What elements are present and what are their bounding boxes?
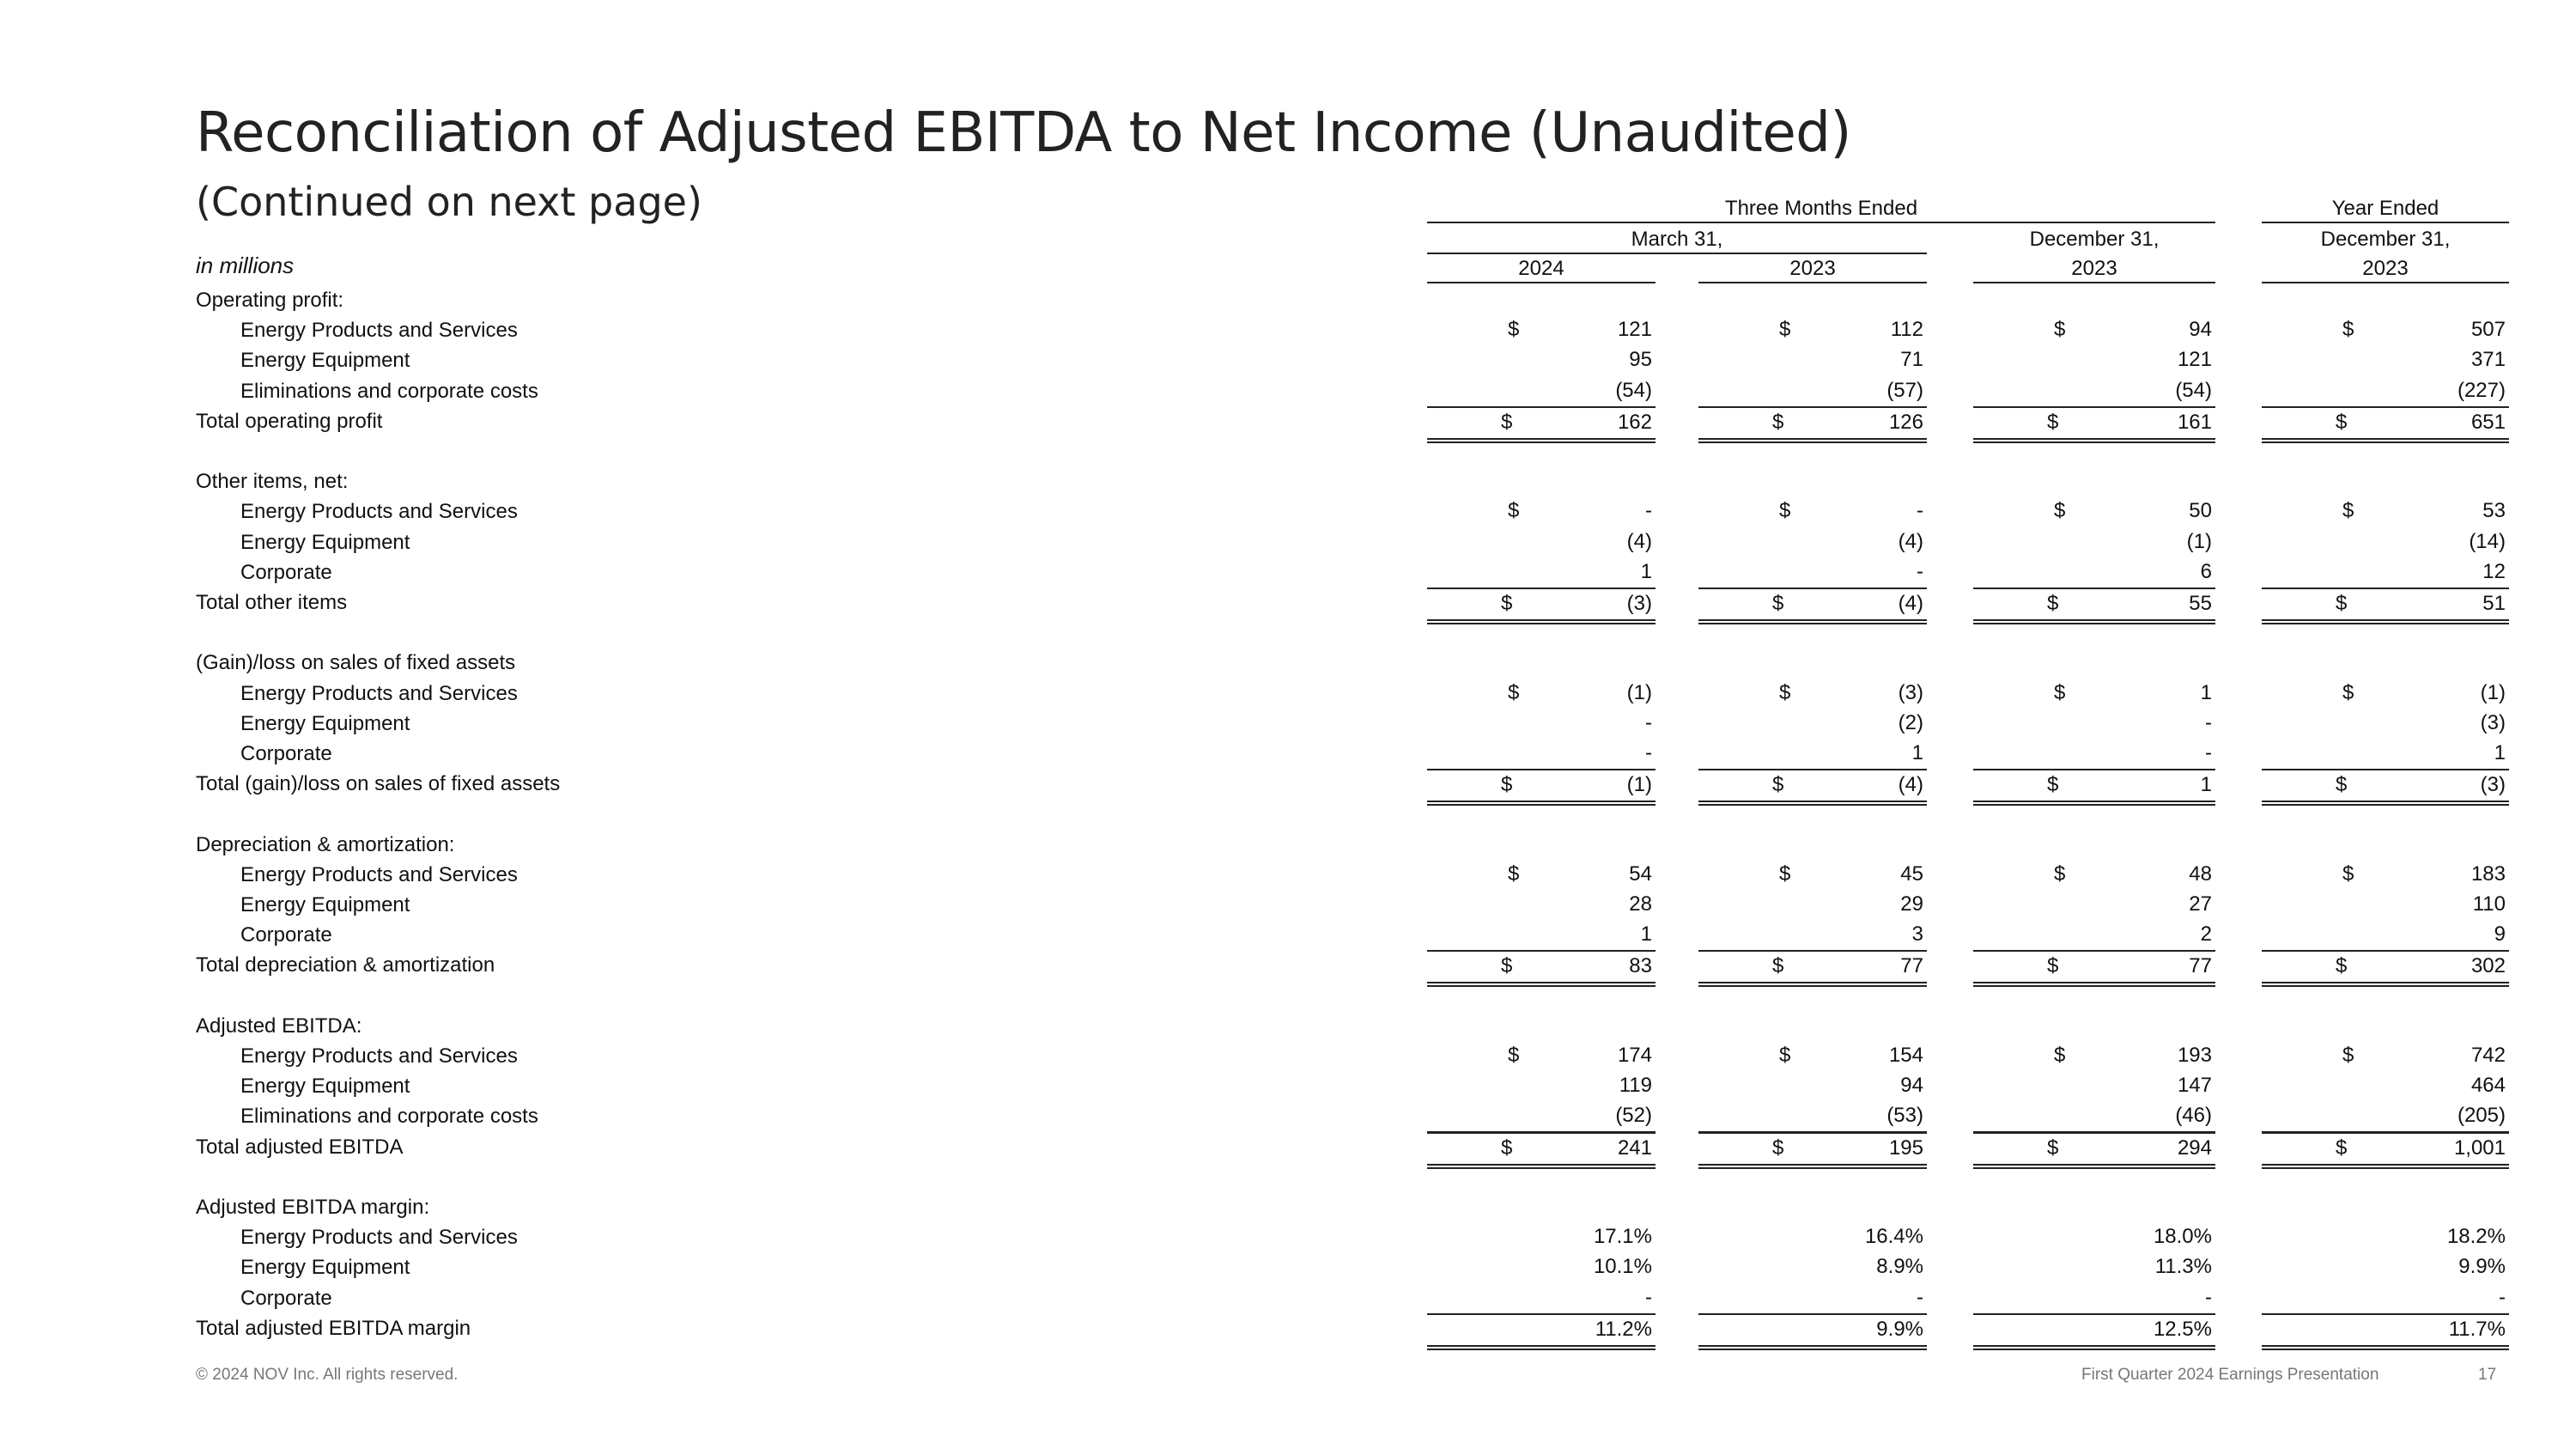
cell-value: 83 xyxy=(1629,954,1652,978)
value-cell xyxy=(1427,920,1656,952)
value-cell xyxy=(1427,890,1656,920)
table-row xyxy=(0,496,2576,527)
cell-value: 241 xyxy=(1617,1135,1652,1160)
cell-value: 119 xyxy=(1619,1074,1652,1098)
currency-symbol: $ xyxy=(1772,954,1784,978)
value-cell xyxy=(1698,1101,1927,1133)
value-cell xyxy=(1427,345,1656,375)
currency-symbol: $ xyxy=(2336,954,2348,978)
cell-value: (4) xyxy=(1626,529,1652,553)
cell-value: (54) xyxy=(1615,378,1652,402)
table-row xyxy=(0,860,2576,890)
value-cell xyxy=(1427,557,1656,589)
cell-value: 1,001 xyxy=(2453,1135,2506,1160)
currency-symbol: $ xyxy=(2342,680,2354,704)
cell-value: (3) xyxy=(2480,773,2506,797)
cell-value: 3 xyxy=(1911,922,1923,947)
table-row xyxy=(0,739,2576,769)
cell-value: (1) xyxy=(2480,680,2506,704)
table-row xyxy=(0,315,2576,345)
cell-value: (14) xyxy=(2469,529,2506,553)
cell-value: 54 xyxy=(1629,861,1652,886)
cell-value: 507 xyxy=(2470,318,2506,342)
value-cell xyxy=(1973,920,2215,952)
cell-value: 162 xyxy=(1617,410,1652,434)
row-label: Depreciation & amortization: xyxy=(196,832,455,856)
cell-value: - xyxy=(2205,1285,2212,1309)
currency-symbol: $ xyxy=(2342,861,2354,886)
value-cell xyxy=(1973,557,2215,589)
value-cell xyxy=(2262,920,2509,952)
total-row xyxy=(0,1313,2576,1343)
currency-symbol: $ xyxy=(1779,318,1791,342)
value-cell xyxy=(1427,496,1656,527)
cell-value: 1 xyxy=(1640,922,1652,947)
row-label: Corporate xyxy=(240,560,332,584)
cell-value: (57) xyxy=(1886,378,1923,402)
value-cell xyxy=(1427,860,1656,890)
section-header-row xyxy=(0,830,2576,860)
row-label: Corporate xyxy=(240,742,332,765)
row-label: Operating profit: xyxy=(196,289,344,312)
table-row xyxy=(0,679,2576,709)
value-cell xyxy=(2262,1283,2509,1315)
cell-value: 1 xyxy=(2200,680,2212,704)
cell-value: 1 xyxy=(2200,773,2212,797)
currency-symbol: $ xyxy=(2047,773,2059,797)
value-cell xyxy=(1427,527,1656,557)
value-cell xyxy=(2262,890,2509,920)
row-label: (Gain)/loss on sales of fixed assets xyxy=(196,651,516,675)
cell-value: 11.7% xyxy=(2448,1317,2506,1341)
table-row xyxy=(0,345,2576,375)
section-header-row xyxy=(0,648,2576,678)
cell-value: 17.1% xyxy=(1593,1225,1652,1249)
cell-value: - xyxy=(2499,1285,2506,1309)
cell-value: 27 xyxy=(2189,892,2212,916)
currency-symbol: $ xyxy=(2336,592,2348,615)
cell-value: 651 xyxy=(2470,410,2506,434)
cell-value: (1) xyxy=(1626,680,1652,704)
cell-value: 742 xyxy=(2470,1044,2506,1067)
row-label: Energy Products and Services xyxy=(240,862,518,886)
row-label: Total depreciation & amortization xyxy=(196,953,495,977)
value-cell xyxy=(2262,709,2509,739)
value-cell xyxy=(2262,860,2509,890)
value-cell xyxy=(1427,315,1656,345)
section-header-row xyxy=(0,1011,2576,1041)
footer-page-number: 17 xyxy=(2478,1366,2497,1384)
cell-value: 29 xyxy=(1900,892,1923,916)
cell-value: 50 xyxy=(2189,499,2212,523)
currency-symbol: $ xyxy=(1508,499,1520,523)
row-label: Eliminations and corporate costs xyxy=(240,1105,538,1129)
value-cell xyxy=(1698,315,1927,345)
value-cell xyxy=(1427,376,1656,408)
value-cell xyxy=(1698,679,1927,709)
cell-value: 8.9% xyxy=(1876,1255,1923,1279)
value-cell xyxy=(1698,376,1927,408)
table-row xyxy=(0,890,2576,920)
row-label: Energy Equipment xyxy=(240,349,410,373)
cell-value: 10.1% xyxy=(1593,1255,1652,1279)
cell-value: 12 xyxy=(2482,559,2506,583)
cell-value: 51 xyxy=(2482,592,2506,615)
value-cell xyxy=(1698,920,1927,952)
currency-symbol: $ xyxy=(1779,680,1791,704)
cell-value: 16.4% xyxy=(1864,1225,1923,1249)
value-cell xyxy=(1698,890,1927,920)
value-cell xyxy=(1973,1222,2215,1252)
row-label: Total operating profit xyxy=(196,409,383,433)
cell-value: 77 xyxy=(1900,954,1923,978)
value-cell xyxy=(1427,709,1656,739)
cell-value: (227) xyxy=(2457,378,2506,402)
value-cell xyxy=(1973,860,2215,890)
cell-value: 18.0% xyxy=(2153,1225,2212,1249)
total-row xyxy=(0,950,2576,980)
cell-value: (1) xyxy=(1626,773,1652,797)
value-cell xyxy=(1698,860,1927,890)
cell-value: 195 xyxy=(1888,1135,1923,1160)
cell-value: - xyxy=(2205,710,2212,734)
value-cell xyxy=(1698,1283,1927,1315)
currency-symbol: $ xyxy=(1772,773,1784,797)
cell-value: (205) xyxy=(2457,1104,2506,1128)
value-cell xyxy=(2262,679,2509,709)
row-label: Adjusted EBITDA margin: xyxy=(196,1196,430,1219)
table-row xyxy=(0,1222,2576,1252)
cell-value: - xyxy=(1917,499,1923,523)
cell-value: 77 xyxy=(2189,954,2212,978)
footer-copyright: © 2024 NOV Inc. All rights reserved. xyxy=(196,1366,459,1384)
value-cell xyxy=(1973,345,2215,375)
header-year-col1: 2024 xyxy=(1427,256,1656,283)
value-cell xyxy=(1698,557,1927,589)
cell-value: - xyxy=(1645,1285,1652,1309)
value-cell xyxy=(1973,1101,2215,1133)
row-label: Energy Equipment xyxy=(240,1075,410,1099)
cell-value: 18.2% xyxy=(2446,1225,2506,1249)
cell-value: 464 xyxy=(2470,1074,2506,1098)
cell-value: 48 xyxy=(2189,861,2212,886)
header-date-december-q: December 31, xyxy=(2029,228,2160,251)
cell-value: 154 xyxy=(1888,1044,1923,1067)
table-row xyxy=(0,1071,2576,1101)
value-cell xyxy=(1698,709,1927,739)
value-cell xyxy=(2262,1222,2509,1252)
cell-value: 9.9% xyxy=(1876,1317,1923,1341)
cell-value: 28 xyxy=(1629,892,1652,916)
currency-symbol: $ xyxy=(2054,499,2066,523)
currency-symbol: $ xyxy=(2047,410,2059,434)
cell-value: 112 xyxy=(1890,318,1923,342)
cell-value: (4) xyxy=(1898,773,1923,797)
table-row xyxy=(0,557,2576,588)
spacer-row xyxy=(0,1162,2576,1192)
cell-value: - xyxy=(1645,499,1652,523)
cell-value: (4) xyxy=(1898,529,1923,553)
spacer-row xyxy=(0,436,2576,466)
cell-value: - xyxy=(1645,710,1652,734)
cell-value: - xyxy=(1645,741,1652,764)
cell-value: 11.2% xyxy=(1595,1317,1652,1341)
value-cell xyxy=(1427,1071,1656,1101)
value-cell xyxy=(1427,1283,1656,1315)
row-label: Energy Products and Services xyxy=(240,681,518,705)
value-cell xyxy=(2262,345,2509,375)
table-row xyxy=(0,376,2576,406)
cell-value: 55 xyxy=(2189,592,2212,615)
cell-value: 94 xyxy=(1900,1074,1923,1098)
cell-value: 161 xyxy=(2177,410,2212,434)
cell-value: 94 xyxy=(2189,318,2212,342)
table-row xyxy=(0,920,2576,950)
currency-symbol: $ xyxy=(2054,318,2066,342)
currency-symbol: $ xyxy=(2342,499,2354,523)
cell-value: 71 xyxy=(1900,348,1923,372)
cell-value: 6 xyxy=(2200,559,2212,583)
value-cell xyxy=(2262,1252,2509,1282)
value-cell xyxy=(1698,739,1927,770)
currency-symbol: $ xyxy=(2054,861,2066,886)
currency-symbol: $ xyxy=(1508,318,1520,342)
row-label: Energy Products and Services xyxy=(240,1044,518,1068)
value-cell xyxy=(2262,527,2509,557)
cell-value: 302 xyxy=(2470,954,2506,978)
row-label: Energy Products and Services xyxy=(240,319,518,343)
value-cell xyxy=(1427,1041,1656,1071)
total-row xyxy=(0,406,2576,436)
currency-symbol: $ xyxy=(1501,592,1513,615)
currency-symbol: $ xyxy=(2336,1135,2348,1160)
spacer-row xyxy=(0,799,2576,829)
cell-value: 12.5% xyxy=(2153,1317,2212,1341)
cell-value: 121 xyxy=(1617,318,1652,342)
row-label: Energy Equipment xyxy=(240,1256,410,1280)
value-cell xyxy=(1427,679,1656,709)
value-cell xyxy=(2262,1101,2509,1133)
value-cell xyxy=(1698,1252,1927,1282)
value-cell xyxy=(2262,739,2509,770)
currency-symbol: $ xyxy=(2054,1044,2066,1067)
value-cell xyxy=(1973,1313,2215,1350)
header-three-months-ended: Three Months Ended xyxy=(1427,196,2215,223)
cell-value: (4) xyxy=(1898,592,1923,615)
value-cell xyxy=(1698,1041,1927,1071)
cell-value: 183 xyxy=(2470,861,2506,886)
cell-value: 147 xyxy=(2177,1074,2212,1098)
cell-value: 9.9% xyxy=(2458,1255,2506,1279)
value-cell xyxy=(1698,1071,1927,1101)
value-cell xyxy=(2262,496,2509,527)
cell-value: - xyxy=(1917,559,1923,583)
table-row xyxy=(0,709,2576,739)
cell-value: (3) xyxy=(2480,710,2506,734)
value-cell xyxy=(1698,1313,1927,1350)
value-cell xyxy=(1698,1222,1927,1252)
currency-symbol: $ xyxy=(2054,680,2066,704)
table-row xyxy=(0,1252,2576,1282)
currency-symbol: $ xyxy=(1779,1044,1791,1067)
currency-symbol: $ xyxy=(1508,1044,1520,1067)
cell-value: 126 xyxy=(1888,410,1923,434)
value-cell xyxy=(1698,345,1927,375)
value-cell xyxy=(2262,1313,2509,1350)
page-title: Reconciliation of Adjusted EBITDA to Net Income (Unaudited) xyxy=(196,101,1851,165)
row-label: Total other items xyxy=(196,591,348,614)
header-year-col2: 2023 xyxy=(1698,256,1927,283)
row-label: Energy Equipment xyxy=(240,711,410,735)
currency-symbol: $ xyxy=(1779,499,1791,523)
cell-value: 45 xyxy=(1900,861,1923,886)
value-cell xyxy=(2262,1071,2509,1101)
cell-value: 371 xyxy=(2470,348,2506,372)
cell-value: (46) xyxy=(2175,1104,2212,1128)
unit-label: in millions xyxy=(196,253,295,278)
row-label: Energy Products and Services xyxy=(240,1226,518,1250)
value-cell xyxy=(1698,496,1927,527)
row-label: Eliminations and corporate costs xyxy=(240,379,538,403)
currency-symbol: $ xyxy=(1779,861,1791,886)
value-cell xyxy=(1973,890,2215,920)
total-row xyxy=(0,769,2576,799)
currency-symbol: $ xyxy=(1772,592,1784,615)
value-cell xyxy=(1698,527,1927,557)
cell-value: (52) xyxy=(1615,1104,1652,1128)
value-cell xyxy=(2262,315,2509,345)
header-year-col3: 2023 xyxy=(1973,256,2215,283)
cell-value: 1 xyxy=(1640,559,1652,583)
cell-value: (53) xyxy=(1886,1104,1923,1128)
section-header-row xyxy=(0,1192,2576,1222)
currency-symbol: $ xyxy=(1501,954,1513,978)
cell-value: - xyxy=(1917,1285,1923,1309)
spacer-row xyxy=(0,981,2576,1011)
section-header-row xyxy=(0,285,2576,315)
currency-symbol: $ xyxy=(1501,773,1513,797)
page-subtitle: (Continued on next page) xyxy=(196,179,702,225)
row-label: Adjusted EBITDA: xyxy=(196,1014,362,1038)
value-cell xyxy=(1973,496,2215,527)
value-cell xyxy=(1973,679,2215,709)
currency-symbol: $ xyxy=(2047,954,2059,978)
cell-value: (2) xyxy=(1898,710,1923,734)
currency-symbol: $ xyxy=(2342,318,2354,342)
currency-symbol: $ xyxy=(2336,410,2348,434)
value-cell xyxy=(2262,557,2509,589)
row-label: Total adjusted EBITDA xyxy=(196,1135,404,1159)
value-cell xyxy=(2262,376,2509,408)
value-cell xyxy=(1973,1071,2215,1101)
header-year-ended: Year Ended xyxy=(2262,196,2509,223)
value-cell xyxy=(1973,527,2215,557)
cell-value: 294 xyxy=(2177,1135,2212,1160)
currency-symbol: $ xyxy=(1772,410,1784,434)
footer-presentation-title: First Quarter 2024 Earnings Presentation xyxy=(2081,1366,2379,1384)
cell-value: 110 xyxy=(2472,892,2506,916)
total-row xyxy=(0,1132,2576,1162)
table-row xyxy=(0,1283,2576,1313)
value-cell xyxy=(1427,739,1656,770)
row-label: Total adjusted EBITDA margin xyxy=(196,1316,471,1340)
currency-symbol: $ xyxy=(2047,592,2059,615)
row-label: Energy Products and Services xyxy=(240,500,518,524)
value-cell xyxy=(1973,709,2215,739)
cell-value: - xyxy=(2205,741,2212,764)
row-label: Corporate xyxy=(240,923,332,947)
row-label: Energy Equipment xyxy=(240,893,410,916)
spacer-row xyxy=(0,618,2576,648)
cell-value: 121 xyxy=(2177,348,2212,372)
value-cell xyxy=(1427,1313,1656,1350)
row-label: Energy Equipment xyxy=(240,530,410,554)
table-row xyxy=(0,527,2576,557)
currency-symbol: $ xyxy=(1772,1135,1784,1160)
cell-value: 174 xyxy=(1617,1044,1652,1067)
table-row xyxy=(0,1041,2576,1071)
header-date-december-y: December 31, xyxy=(2320,228,2451,251)
cell-value: 2 xyxy=(2200,922,2212,947)
row-label: Total (gain)/loss on sales of fixed assets xyxy=(196,772,561,796)
row-label: Other items, net: xyxy=(196,470,349,494)
cell-value: 1 xyxy=(2494,741,2506,764)
value-cell xyxy=(2262,1041,2509,1071)
value-cell xyxy=(1973,376,2215,408)
table-row xyxy=(0,1101,2576,1131)
cell-value: (1) xyxy=(2186,529,2212,553)
cell-value: (3) xyxy=(1626,592,1652,615)
value-cell xyxy=(1973,315,2215,345)
value-cell xyxy=(1427,1101,1656,1133)
value-cell xyxy=(1973,1283,2215,1315)
value-cell xyxy=(1427,1222,1656,1252)
section-header-row xyxy=(0,466,2576,496)
currency-symbol: $ xyxy=(2342,1044,2354,1067)
cell-value: 1 xyxy=(1911,741,1923,764)
currency-symbol: $ xyxy=(1508,861,1520,886)
cell-value: (3) xyxy=(1898,680,1923,704)
cell-value: 95 xyxy=(1629,348,1652,372)
value-cell xyxy=(1427,1252,1656,1282)
header-date-march: March 31, xyxy=(1427,227,1927,254)
cell-value: (54) xyxy=(2175,378,2212,402)
cell-value: 11.3% xyxy=(2154,1255,2212,1279)
total-row xyxy=(0,588,2576,618)
cell-value: 193 xyxy=(2177,1044,2212,1067)
value-cell xyxy=(1973,739,2215,770)
currency-symbol: $ xyxy=(2336,773,2348,797)
currency-symbol: $ xyxy=(1501,410,1513,434)
cell-value: 53 xyxy=(2482,499,2506,523)
header-year-col4: 2023 xyxy=(2262,256,2509,283)
value-cell xyxy=(1973,1252,2215,1282)
value-cell xyxy=(1973,1041,2215,1071)
cell-value: 9 xyxy=(2494,922,2506,947)
row-label: Corporate xyxy=(240,1286,332,1310)
currency-symbol: $ xyxy=(1501,1135,1513,1160)
currency-symbol: $ xyxy=(2047,1135,2059,1160)
currency-symbol: $ xyxy=(1508,680,1520,704)
